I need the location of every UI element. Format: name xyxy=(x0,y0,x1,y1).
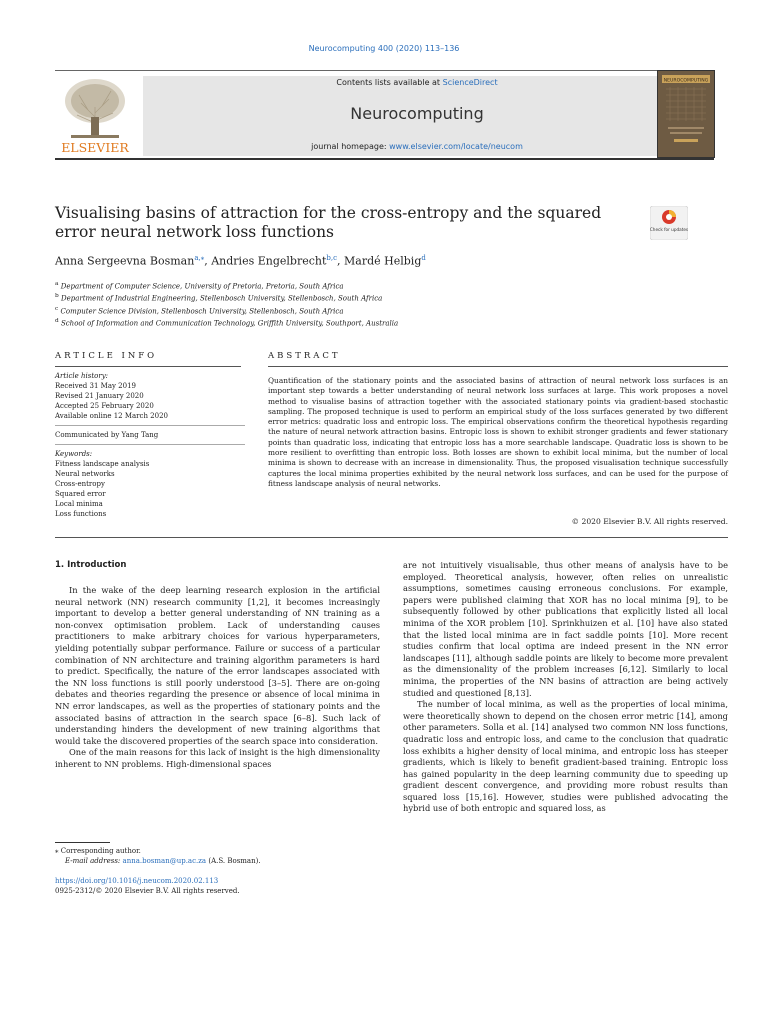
article-title: Visualising basins of attraction for the cross-entropy and the squared error neural network loss functions xyxy=(55,204,602,241)
journal-title: Neurocomputing xyxy=(350,104,484,123)
homepage-line xyxy=(143,142,691,151)
author-list: Anna Sergeevna Bosman$^{a,⁎}$, Andries Engelbrecht$^{b,c}$, Mardé Helbig$^d$ xyxy=(55,254,426,268)
history-received: Received 31 May 2019 xyxy=(55,382,136,390)
affiliation-item xyxy=(55,279,675,291)
author-affiliation-marker[interactable]: a,⁎ xyxy=(194,254,205,262)
journal-cover-image[interactable] xyxy=(657,70,715,158)
abstract-bottom-rule xyxy=(55,537,728,538)
masthead-bottom-rule xyxy=(55,158,714,160)
keyword: Neural networks xyxy=(55,470,115,478)
sciencedirect-link[interactable]: ScienceDirect xyxy=(442,78,498,87)
cover-title: NEUROCOMPUTING xyxy=(663,78,709,84)
info-divider xyxy=(55,444,245,445)
section-heading-introduction: 1. Introduction xyxy=(55,560,127,570)
affiliation-item xyxy=(55,291,675,303)
footnote xyxy=(55,846,380,866)
affiliation-text: Department of Industrial Engineering, Stellenbosch University, Stellenbosch, South Africa xyxy=(60,294,383,303)
email-label: E-mail address: xyxy=(65,857,123,865)
homepage-prefix: journal homepage: xyxy=(311,142,390,151)
doi-block xyxy=(55,876,240,896)
issn-line: 0925-2312/© 2020 Elsevier B.V. All rights reserved. xyxy=(55,887,240,895)
author-name[interactable]: Mardé Helbig xyxy=(344,254,422,268)
affiliations xyxy=(55,279,675,328)
journal-header-box xyxy=(143,76,691,156)
abstract-text: Quantification of the stationary points and the associated basins of attraction of neural network loss surfaces is an important step towards a better understanding of neural network loss surfaces at large. This work proposes a novel method to visualise basins of attraction together with the associated stationary points via gradient-based stochastic sampling. The proposed technique is used to perform an empirical study of the loss surfaces generated by two different error metrics: quadratic loss and entropic loss. The empirical observations confirm the theoretical hypothesis regarding the nature of neural network attraction basins. Entropic loss is shown to exhibit stronger gradients and fewer stationary points than quadratic loss, indicating that entropic loss has a more searchable landscape. Quadratic loss is shown to be more resilient to overfitting than entropic loss. Both losses are shown to exhibit local minima, but the number of local minima is shown to decrease with an increase in dimensionality. Thus, the proposed visualisation technique successfully captures the local minima properties exhibited by the neural network loss surfaces, and can be used for the purpose of fitness landscape analysis of neural networks. xyxy=(268,376,728,488)
paragraph: are not intuitively visualisable, thus other means of analysis have to be employed. Theoretical analysis, however, often relies on unrealistic assumptions, sometimes causing erroneous conclusions. For example, papers were published claiming that XOR has no local minima [9], to be subsequently followed by other publications that explicitly listed all local minima of the XOR problem [10]. Sprinkhuizen et al. [10] have also stated that the listed local minima are in fact saddle points [10]. More recent studies confirm that local optima are indeed present in the NN error landscapes [11], although saddle points are likely to become more prevalent as the dimensionality of the problem increases [6,12]. Similarly to local minima, the properties of the NN basins of attraction are being actively studied and questioned [8,13]. xyxy=(403,560,728,698)
body-column-right xyxy=(403,560,728,815)
body-column-left xyxy=(55,585,380,771)
email-suffix: (A.S. Bosman). xyxy=(206,857,261,865)
keywords-label: Keywords: xyxy=(55,450,93,458)
history-revised: Revised 21 January 2020 xyxy=(55,392,144,400)
history-accepted: Accepted 25 February 2020 xyxy=(55,402,154,410)
contents-line xyxy=(143,78,691,87)
article-info-heading: ARTICLE INFO xyxy=(55,351,158,361)
history-label: Article history: xyxy=(55,372,109,380)
email-link[interactable]: anna.bosman@up.ac.za xyxy=(122,857,207,865)
check-for-updates-badge[interactable] xyxy=(650,206,688,240)
article-info-rule xyxy=(55,366,241,367)
journal-reference[interactable]: Neurocomputing 400 (2020) 113–136 xyxy=(308,44,460,53)
doi-link[interactable]: https://doi.org/10.1016/j.neucom.2020.02.113 xyxy=(55,877,219,885)
keyword: Fitness landscape analysis xyxy=(55,460,150,468)
keyword: Local minima xyxy=(55,500,103,508)
author-name[interactable]: Andries Engelbrecht xyxy=(211,254,327,268)
affiliation-text: School of Information and Communication Technology, Griffith University, Southport, Australia xyxy=(60,319,399,328)
copyright: © 2020 Elsevier B.V. All rights reserved. xyxy=(571,517,728,526)
keyword: Loss functions xyxy=(55,510,107,518)
corresponding-author-note: ⁎ Corresponding author. xyxy=(55,847,141,855)
keyword: Cross-entropy xyxy=(55,480,105,488)
affiliation-key: b xyxy=(55,293,59,300)
masthead xyxy=(55,70,714,164)
affiliation-item xyxy=(55,316,675,328)
affiliation-item xyxy=(55,304,675,316)
check-updates-label: Check for updates xyxy=(650,227,688,232)
abstract-heading: ABSTRACT xyxy=(268,351,341,361)
footnote-rule xyxy=(55,842,110,843)
author-affiliation-marker[interactable]: d xyxy=(421,254,426,262)
affiliation-key: a xyxy=(55,281,59,287)
info-divider xyxy=(55,425,245,426)
affiliation-key: d xyxy=(55,317,59,324)
publisher-name: ELSEVIER xyxy=(61,140,129,155)
homepage-link[interactable]: www.elsevier.com/locate/neucom xyxy=(389,142,523,151)
communicated-by: Communicated by Yang Tang xyxy=(55,431,159,439)
masthead-top-rule xyxy=(55,70,714,71)
paragraph: In the wake of the deep learning research explosion in the artificial neural network (NN) research community [1,2], it becomes increasingly important to develop a better general understanding of NN training as a non-convex optimisation problem. Lack of understanding causes practitioners to make arbitrary choices for various hyperparameters, yielding potentially subpar performance. Failure or success of a particular combination of NN architecture and training algorithm parameters is hard to predict. Specifically, the nature of the error landscapes associated with the NN loss functions is still poorly understood [3–5]. There are on-going debates and theories regarding the presence or absence of local minima in NN error landscapes, as well as the properties of stationary points and the associated basins of attraction in the search space [6–8]. Such lack of understanding hinders the development of new training algorithms that would take the discovered properties of the search space into consideration. xyxy=(55,585,380,746)
history-online: Available online 12 March 2020 xyxy=(55,412,169,420)
paragraph: One of the main reasons for this lack of insight is the high dimensionality inherent to NN problems. High-dimensional spaces xyxy=(55,747,380,769)
affiliation-text: Department of Computer Science, University of Pretoria, Pretoria, South Africa xyxy=(60,282,344,291)
keyword: Squared error xyxy=(55,490,106,498)
affiliation-text: Computer Science Division, Stellenbosch University, Stellenbosch, South Africa xyxy=(60,306,344,315)
author-affiliation-marker[interactable]: b,c xyxy=(326,254,338,262)
affiliation-key: c xyxy=(55,305,59,312)
author-name[interactable]: Anna Sergeevna Bosman xyxy=(55,254,195,268)
abstract-rule xyxy=(268,366,728,367)
elsevier-tree-logo xyxy=(55,73,135,155)
email-line xyxy=(55,856,380,866)
article-info xyxy=(55,371,245,519)
contents-prefix: Contents lists available at xyxy=(336,78,443,87)
paragraph: The number of local minima, as well as the properties of local minima, were theoretically shown to depend on the chosen error metric [14], among other parameters. Solla et al. [14] analysed two common NN loss functions, quadratic loss and entropic loss, and came to the conclusion that quadratic loss exhibits a higher density of local minima, and entropic loss has steeper gradients, which is likely to benefit gradient-based training. Entropic loss has gained popularity in the deep learning community due to speeding up gradient descent convergence, and providing more robust results than squared loss [15,16]. However, studies were published advocating the hybrid use of both entropic and squared loss, as xyxy=(403,699,728,814)
